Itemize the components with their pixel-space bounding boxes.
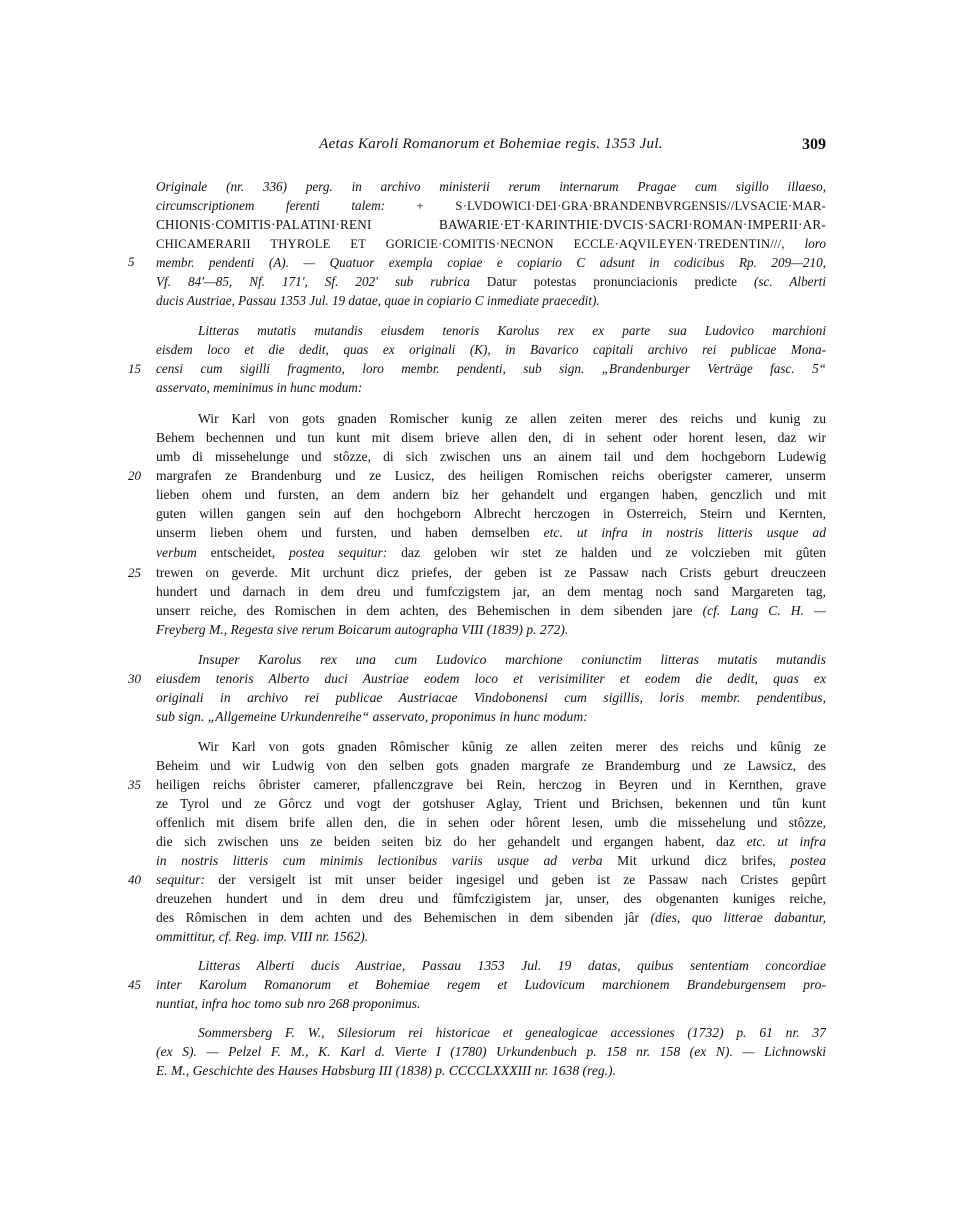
text-line <box>156 851 826 870</box>
text-span: postea <box>790 853 826 868</box>
text-line: margrafen ze Brandenburg und ze Lusicz, des heiligen Romischen reichs oberigster camerer, unserm <box>156 468 826 483</box>
text-span: unserr reiche, des Romischen in dem achten, des Behemischen in dem sibenden jare <box>156 603 703 618</box>
line-number-25: 25 <box>128 565 141 580</box>
text-line: offenlich mit disem brife allen den, die in sehen oder hôrent lesen, umb die missehelung und stôzze, <box>156 815 826 830</box>
text-line: Freyberg M., Regesta sive rerum Boicarum autographa VIII (1839) p. 272). <box>156 622 569 637</box>
text-span: circumscriptionem ferenti talem: <box>156 198 417 213</box>
text-span: Vf. 84'—85, Nf. 171', Sf. 202' sub rubrica <box>156 274 487 289</box>
text-span: (dies, quo litterae dabantur, <box>650 910 826 925</box>
text-line: lieben ohem und fursten, an dem andern biz her gehandelt und ergangen haben, genczlich und mit <box>156 487 826 502</box>
text-line: E. M., Geschichte des Hauses Habsburg III (1838) p. CCCCLXXXIII nr. 1638 (reg.). <box>156 1063 616 1078</box>
text-line: Beheim und wir Ludwig von den selben gots gnaden margrafe ze Brandemburg und ze Lawsicz, des <box>156 758 826 773</box>
text-line: Behem bechennen und tun kunt mit disem brieve allen den, di in sehent oder horent lesen, daz wir <box>156 430 826 445</box>
text-line <box>156 234 826 253</box>
running-head <box>156 136 826 158</box>
text-line: Insuper Karolus rex una cum Ludovico marchione coniunctim litteras mutatis mutandis <box>198 652 826 667</box>
text-line <box>156 523 826 542</box>
text-line: (ex S). — Pelzel F. M., K. Karl d. Vierte I (1780) Urkundenbuch p. 158 nr. 158 (ex N). — Lichnowski <box>156 1044 826 1059</box>
text-line: eiusdem tenoris Alberto duci Austriae eodem loco et verisimiliter et eodem die dedit, quas ex <box>156 671 826 686</box>
line-number-30: 30 <box>128 671 141 686</box>
text-line: Originale (nr. 336) perg. in archivo ministerii rerum internarum Pragae cum sigillo illaeso, <box>156 179 826 194</box>
text-line: censi cum sigilli fragmento, loro membr. pendenti, sub sign. „Brandenburger Verträge fasc. 5“ <box>156 361 826 376</box>
line-number-45: 45 <box>128 977 141 992</box>
text-span: entscheidet, <box>196 545 289 560</box>
line-number-5: 5 <box>128 254 135 269</box>
text-span: loro <box>804 236 826 251</box>
text-span: (sc. Alberti <box>736 274 826 289</box>
seal-inscription: + S·LVDOWICI·DEI·GRA·BRANDENBVRGENSIS//LVSACIE·MAR- <box>416 199 826 213</box>
text-line: originali in archivo rei publicae Austriacae Vindobonensi cum sigillis, loris membr. pendentibus, <box>156 690 826 705</box>
text-line: ommittitur, cf. Reg. imp. VIII nr. 1562). <box>156 929 369 944</box>
text-line: trewen on geverde. Mit urchunt dicz priefes, der geben ist ze Passaw nach Crists geburt dreuczeen <box>156 565 826 580</box>
text-span: des Rômischen in dem achten und des Behemischen in dem sibenden jâr <box>156 910 651 925</box>
running-title: Aetas Karoli Romanorum et Bohemiae regis. 1353 Jul. <box>319 136 663 152</box>
text-span: die sich zwischen uns ze beiden seiten biz do her gehandelt und ergangen habent, daz <box>156 834 747 849</box>
line-number-40: 40 <box>128 872 141 887</box>
seal-inscription: CHICAMERARII THYROLE ET GORICIE·COMITIS·NECNON ECCLE·AQVILEYEN·TREDENTIN///, <box>156 237 805 251</box>
line-number-35: 35 <box>128 777 141 792</box>
text-span: der versigelt ist mit unser beider ingesigel und geben ist ze Passaw nach Cristes gepûrt <box>205 872 826 887</box>
text-line: Sommersberg F. W., Silesiorum rei historicae et genealogicae accessiones (1732) p. 61 nr. 37 <box>198 1025 826 1040</box>
text-line: membr. pendenti (A). — Quatuor exempla copiae e copiario C adsunt in codicibus Rp. 209—210, <box>156 255 826 270</box>
text-span: verbum <box>156 545 197 560</box>
text-line <box>156 832 826 851</box>
text-span: sequitur: <box>156 872 206 887</box>
text-line: Wir Karl von gots gnaden Romischer kunig ze allen zeiten merer des reichs und kunig zu <box>198 411 826 426</box>
text-line: nuntiat, infra hoc tomo sub nro 268 proponimus. <box>156 996 421 1011</box>
text-line: asservato, meminimus in hunc modum: <box>156 380 363 395</box>
text-span: unserm lieben ohem und fursten, und haben demselben <box>156 525 544 540</box>
text-line <box>156 196 826 215</box>
line-number-20: 20 <box>128 468 141 483</box>
page-number: 309 <box>802 136 826 153</box>
text-line <box>156 543 826 562</box>
text-line: Litteras mutatis mutandis eiusdem tenoris Karolus rex ex parte sua Ludovico marchioni <box>198 323 826 338</box>
text-line: inter Karolum Romanorum et Bohemiae regem et Ludovicum marchionem Brandeburgensem pro- <box>156 977 826 992</box>
text-line: heiligen reichs ôbrister camerer, pfallenczgrave bei Rein, herczog in Beyren und in Kernthen, grave <box>156 777 826 792</box>
text-span: Datur potestas pronunciacionis predicte <box>486 274 737 289</box>
text-line: hundert und darnach in dem dreu und fumfczigstem jar, an dem mentag noch sand Margareten tag, <box>156 584 826 599</box>
text-span: Mit urkund dicz brifes, <box>602 853 791 868</box>
line-number-15: 15 <box>128 361 141 376</box>
text-span: postea sequitur: <box>288 545 388 560</box>
text-line: guten willen gangen sein auf den hochgeborn Albrecht herczogen in Osterreich, Steirn und Kernten, <box>156 506 826 521</box>
text-line: dreuzehen hundert und in dem dreu und fûmfczigistem jar, unser, des obgenanten kuniges reiche, <box>156 891 826 906</box>
text-line: eisdem loco et die dedit, quas ex originali (K), in Bavarico capitali archivo rei publicae Mona- <box>156 342 826 357</box>
text-line: Wir Karl von gots gnaden Rômischer kûnig ze allen zeiten merer des reichs und kûnig ze <box>198 739 826 754</box>
text-line <box>156 870 826 889</box>
text-span: (cf. Lang C. H. — <box>702 603 826 618</box>
text-line: ducis Austriae, Passau 1353 Jul. 19 datae, quae in copiario C inmediate praecedit). <box>156 293 600 308</box>
text-line: sub sign. „Allgemeine Urkundenreihe“ asservato, proponimus in hunc modum: <box>156 709 588 724</box>
text-span: daz geloben wir stet ze halden und ze volczieben mit gûten <box>387 545 826 560</box>
text-line: umb di missehelunge und stôzze, di sich zwischen uns an ainem tail und dem hochgeborn Ludewig <box>156 449 826 464</box>
text-span: etc. ut infra in nostris litteris usque ad <box>543 525 826 540</box>
text-line: ze Tyrol und ze Gôrcz und vogt der gotshuser Aglay, Trient und Brichsen, bekennen und tûn kunt <box>156 796 826 811</box>
text-span: in nostris litteris cum minimis lectionibus variis usque ad verba <box>156 853 603 868</box>
seal-inscription: CHIONIS·COMITIS·PALATINI·RENI BAWARIE·ET·KARINTHIE·DVCIS·SACRI·ROMAN·IMPERII·AR- <box>156 217 826 232</box>
text-line <box>156 272 826 291</box>
text-line <box>156 908 826 927</box>
text-line: Litteras Alberti ducis Austriae, Passau 1353 Jul. 19 datas, quibus sententiam concordiae <box>198 958 826 973</box>
text-span: etc. ut infra <box>746 834 826 849</box>
text-line <box>156 601 826 620</box>
